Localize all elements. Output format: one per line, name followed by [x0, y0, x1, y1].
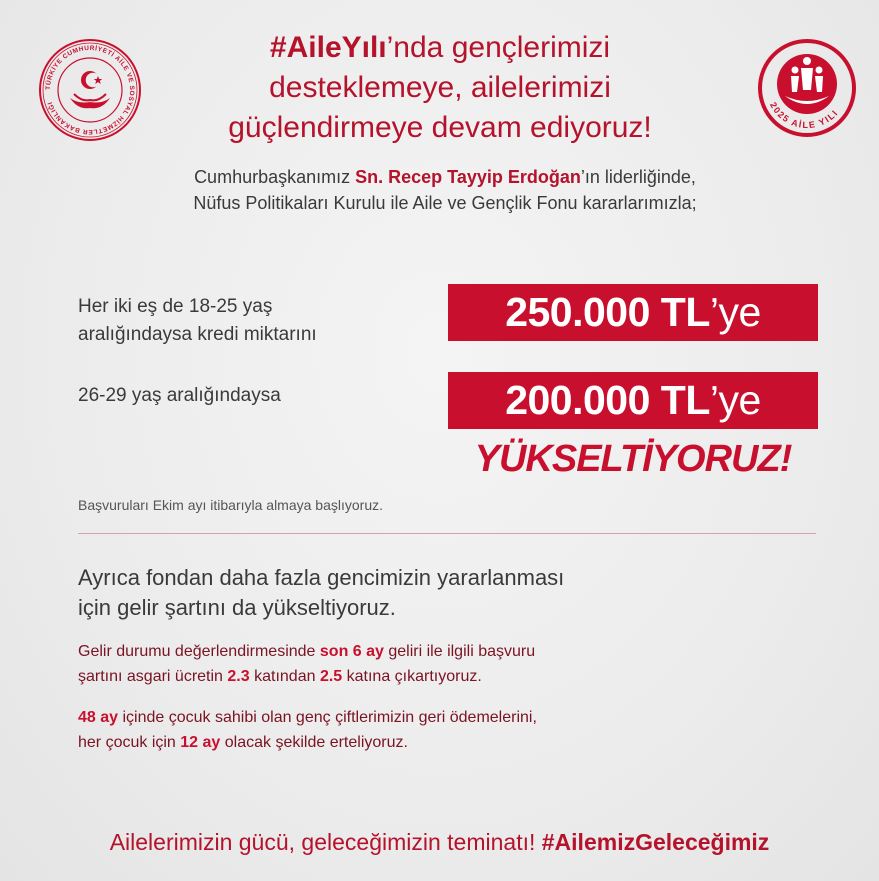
- condition-1-line-1: Her iki eş de 18-25 yaş: [78, 296, 273, 317]
- headline-line-3: güçlendirmeye devam ediyoruz!: [228, 111, 652, 144]
- condition-1-line-2: aralığındaysa kredi miktarını: [78, 324, 317, 345]
- headline-line1-rest: ’nda gençlerimizi: [386, 31, 611, 64]
- p1-a: Gelir durumu değerlendirmesinde: [78, 643, 320, 660]
- headline-line-2: desteklemeye, ailelerimizi: [269, 71, 611, 104]
- headline-hashtag: #AileYılı: [269, 31, 387, 64]
- amount-2-suffix: ’ye: [709, 377, 761, 423]
- intro-suffix: ’ın liderliğinde,: [580, 167, 696, 187]
- p2-c: her çocuk için: [78, 734, 181, 751]
- ministry-logo: [38, 38, 142, 142]
- p1-f: katından: [249, 668, 320, 685]
- svg-text:2025 AİLE YILI: 2025 AİLE YILI: [767, 100, 841, 131]
- amount-box-1: [448, 284, 818, 341]
- intro-line-1: [100, 164, 790, 190]
- sub-heading: [78, 563, 698, 623]
- paragraph-deferral-line-1: [78, 705, 778, 730]
- intro-text: [100, 164, 790, 216]
- footer-hashtag: #AilemizGeleceğimiz: [541, 829, 770, 855]
- raise-text: YÜKSELTİYORUZ!: [474, 438, 792, 480]
- p1-c: geliri ile ilgili başvuru: [383, 643, 536, 660]
- footer-slogan: [0, 829, 879, 856]
- condition-2-line-1: 26-29 yaş aralığındaysa: [78, 385, 281, 406]
- sub-heading-line-2: için gelir şartını da yükseltiyoruz.: [78, 595, 396, 620]
- p1-g: 2.5: [319, 668, 343, 685]
- headline-line-1: [150, 28, 730, 68]
- headline: [150, 28, 730, 148]
- p1-b: son 6 ay: [319, 643, 384, 660]
- paragraph-income-line-1: [78, 639, 778, 664]
- p1-h: katına çıkartıyoruz.: [342, 668, 482, 685]
- intro-line-2: Nüfus Politikaları Kurulu ile Aile ve Gençlik Fonu kararlarımızla;: [193, 193, 697, 213]
- paragraph-deferral-line-2: [78, 730, 778, 755]
- p1-d: şartını asgari ücretin: [78, 668, 228, 685]
- paragraph-income-line-2: [78, 664, 778, 689]
- paragraph-deferral: [78, 705, 778, 755]
- intro-prefix: Cumhurbaşkanımız: [194, 167, 356, 187]
- application-note: Başvuruları Ekim ayı itibarıyla almaya başlıyoruz.: [78, 497, 383, 513]
- amount-1-suffix: ’ye: [709, 289, 761, 335]
- amount-box-2: [448, 372, 818, 429]
- condition-1-text: [78, 293, 317, 349]
- intro-name: Sn. Recep Tayyip Erdoğan: [355, 167, 581, 187]
- amount-1-value: 250.000 TL: [505, 289, 710, 335]
- sub-heading-line-1: Ayrıca fondan daha fazla gencimizin yararlanması: [78, 565, 565, 590]
- footer-text: Ailelerimizin gücü, geleceğimizin teminatı!: [109, 829, 542, 855]
- divider: [78, 533, 816, 534]
- p1-e: 2.3: [227, 668, 250, 685]
- p2-e: olacak şekilde erteliyoruz.: [220, 734, 408, 751]
- paragraph-income: [78, 639, 778, 689]
- aile-yili-logo: [757, 38, 857, 138]
- p2-a: 48 ay: [78, 709, 119, 726]
- svg-text:TÜRKİYE CUMHURİYETİ AİLE VE SO: TÜRKİYE CUMHURİYETİ AİLE VE SOSYAL HİZMETLER BAKANLIĞI: [44, 44, 136, 136]
- p2-d: 12 ay: [180, 734, 221, 751]
- condition-2-text: [78, 382, 281, 410]
- amount-2-value: 200.000 TL: [505, 377, 710, 423]
- p2-b: içinde çocuk sahibi olan genç çiftlerimizin geri ödemelerini,: [118, 709, 537, 726]
